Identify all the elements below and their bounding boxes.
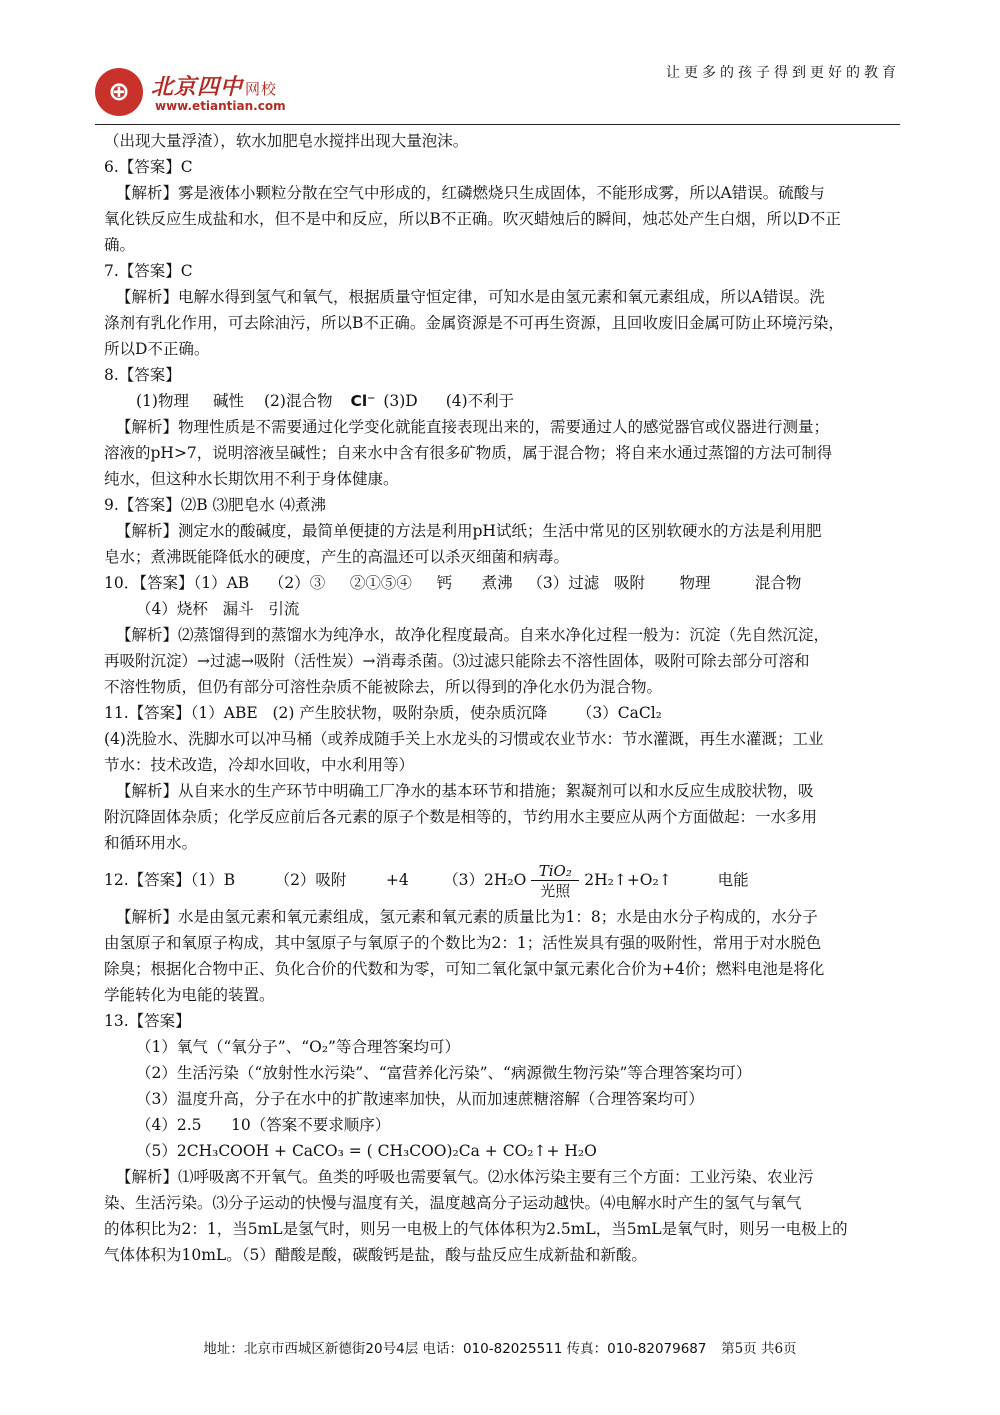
q11-explanation: 附沉降固体杂质；化学反应前后各元素的原子个数是相等的，节约用水主要应从两个方面做起：一水多用 [104, 808, 818, 826]
q9-answer: 9.【答案】⑵B ⑶肥皂水 ⑷煮沸 [104, 496, 327, 514]
q8-item: (2)混合物 [263, 392, 333, 410]
logo-url: www.etiantian.com [155, 99, 286, 113]
q8-item: 碱性 [212, 392, 244, 410]
q12-answer-tail: 电能 [717, 871, 749, 889]
page-footer [0, 1337, 1000, 1357]
q12-explanation: 由氢原子和氧原子构成，其中氢原子与氧原子的个数比为2：1；活性炭具有强的吸附性，常用于对水脱色 [104, 934, 822, 952]
q11-answer: (4)洗脸水、洗脚水可以冲马桶（或养成随手关上水龙头的习惯或农业节水：节水灌溉，再生水灌溉；工业 [104, 730, 824, 748]
brand-logo[interactable] [95, 68, 355, 123]
q8-item: Cl⁻ [350, 392, 376, 410]
footer-address: 地址：北京市西城区新德街20号4层 电话：010-82025511 传真：010-82079687 [203, 1341, 707, 1357]
q9-explanation: 皂水；煮沸既能降低水的硬度，产生的高温还可以杀灭细菌和病毒。 [104, 548, 570, 566]
q13-explanation: 染、生活污染。⑶分子运动的快慢与温度有关，温度越高分子运动越快。⑷电解水时产生的氢气与氧气 [104, 1194, 802, 1212]
q8-answer-items [104, 388, 904, 414]
catalyst-label: TiO₂ [531, 862, 579, 881]
q10-answer: 10．【答案】（1）AB （2）③ ②①⑤④ 钙 煮沸 （3）过滤 吸附 物理 混合物 [104, 574, 802, 592]
page-header [95, 58, 900, 128]
q13-explanation: 气体体积为10mL。（5）醋酸是酸，碳酸钙是盐，酸与盐反应生成新盐和新酸。 [104, 1246, 647, 1264]
logo-name: 北京四中 [151, 74, 244, 100]
q6-explanation: 【解析】雾是液体小颗粒分散在空气中形成的，红磷燃烧只生成固体，不能形成雾，所以A错误。硫酸与 [116, 184, 825, 202]
q10-explanation: 再吸附沉淀）→过滤→吸附（活性炭）→消毒杀菌。⑶过滤只能除去不溶性固体，吸附可除去部分可溶和 [104, 652, 810, 670]
q7-explanation: 【解析】电解水得到氢气和氧气，根据质量守恒定律，可知水是由氢元素和氧元素组成，所以A错误。洗 [116, 288, 825, 306]
q8-item: (1)物理 [136, 392, 189, 410]
q11-answer: 节水：技术改造，冷却水回收，中水利用等） [104, 756, 415, 774]
q13-answer-item: （1）氧气（“氧分子”、“O₂”等合理答案均可） [136, 1038, 460, 1056]
q12-answer [104, 856, 904, 904]
q10-explanation: 【解析】⑵蒸馏得到的蒸馏水为纯净水，故净化程度最高。自来水净化过程一般为：沉淀（先自然沉淀， [116, 626, 830, 644]
q13-explanation: 的体积比为2：1，当5mL是氢气时，则另一电极上的气体体积为2.5mL，当5mL是氧气时，则另一电极上的 [104, 1220, 848, 1238]
q12-explanation: 学能转化为电能的装置。 [104, 986, 275, 1004]
q13-answer-item: （4）2.5 10（答案不要求顺序） [136, 1116, 391, 1134]
q13-answer: 13.【答案】 [104, 1012, 191, 1030]
header-slogan: 让更多的孩子得到更好的教育 [666, 65, 900, 81]
logo-emblem-icon: ⊕ [95, 68, 143, 116]
q13-answer-item: （5）2CH₃COOH + CaCO₃ = ( CH₃COO)₂Ca + CO₂↑+ H₂O [136, 1142, 597, 1160]
q9-explanation: 【解析】测定水的酸碱度，最简单便捷的方法是利用pH试纸；生活中常见的区别软硬水的方法是利用肥 [116, 522, 822, 540]
q12-answer-text: 12.【答案】（1）B （2）吸附 +4 （3）2H₂O [104, 871, 527, 889]
q8-explanation: 纯水，但这种水长期饮用不利于身体健康。 [104, 470, 399, 488]
q13-explanation: 【解析】⑴呼吸离不开氧气。鱼类的呼吸也需要氧气。⑵水体污染主要有三个方面：工业污染、农业污 [116, 1168, 814, 1186]
reaction-condition [531, 862, 579, 901]
q12-explanation: 【解析】水是由氢元素和氧元素组成，氢元素和氧元素的质量比为1：8；水是由水分子构成的，水分子 [116, 908, 818, 926]
q11-explanation: 【解析】从自来水的生产环节中明确工厂净水的基本环节和措施；絮凝剂可以和水反应生成胶状物，吸 [116, 782, 814, 800]
q12-explanation: 除臭；根据化合物中正、负化合价的代数和为零，可知二氧化氯中氯元素化合价为+4价；燃料电池是将化 [104, 960, 825, 978]
q7-explanation: 所以D不正确。 [104, 340, 210, 358]
q8-answer: 8.【答案】 [104, 366, 181, 384]
q6-explanation: 确。 [104, 236, 136, 254]
q10-explanation: 不溶性物质，但仍有部分可溶性杂质不能被除去，所以得到的净化水仍为混合物。 [104, 678, 663, 696]
q11-explanation: 和循环用水。 [104, 834, 198, 852]
q7-answer: 7.【答案】C [104, 262, 193, 280]
q10-answer: （4）烧杯 漏斗 引流 [136, 600, 300, 618]
page-number: 第5页 共6页 [721, 1341, 797, 1357]
q6-explanation: 氧化铁反应生成盐和水，但不是中和反应，所以B不正确。吹灭蜡烛后的瞬间，烛芯处产生白烟，所以D不正 [104, 210, 841, 228]
text-line: （出现大量浮渣），软水加肥皂水搅拌出现大量泡沫。 [104, 132, 469, 150]
q13-answer-item: （2）生活污染（“放射性水污染”、“富营养化污染”、“病源微生物污染”等合理答案均可） [136, 1064, 752, 1082]
q8-explanation: 【解析】物理性质是不需要通过化学变化就能直接表现出来的，需要通过人的感觉器官或仪器进行测量； [116, 418, 830, 436]
header-divider [95, 124, 900, 125]
q13-answer-item: （3）温度升高，分子在水中的扩散速率加快，从而加速蔗糖溶解（合理答案均可） [136, 1090, 704, 1108]
q7-explanation: 涤剂有乳化作用，可去除油污，所以B不正确。金属资源是不可再生资源，且回收废旧金属可防止环境污染， [104, 314, 844, 332]
logo-sub: 网校 [245, 80, 278, 98]
q11-answer: 11.【答案】（1）ABE (2) 产生胶状物，吸附杂质，使杂质沉降 （3）CaCl₂ [104, 704, 662, 722]
q8-item: (4)不利于 [445, 392, 515, 410]
condition-label: 光照 [540, 881, 571, 900]
reaction-products: 2H₂↑+O₂↑ [584, 871, 672, 889]
answer-content [104, 128, 904, 1268]
q8-explanation: 溶液的pH>7，说明溶液呈碱性；自来水中含有很多矿物质，属于混合物；将自来水通过蒸馏的方法可制得 [104, 444, 833, 462]
q8-item: (3)D [383, 392, 418, 410]
q6-answer: 6.【答案】C [104, 158, 193, 176]
